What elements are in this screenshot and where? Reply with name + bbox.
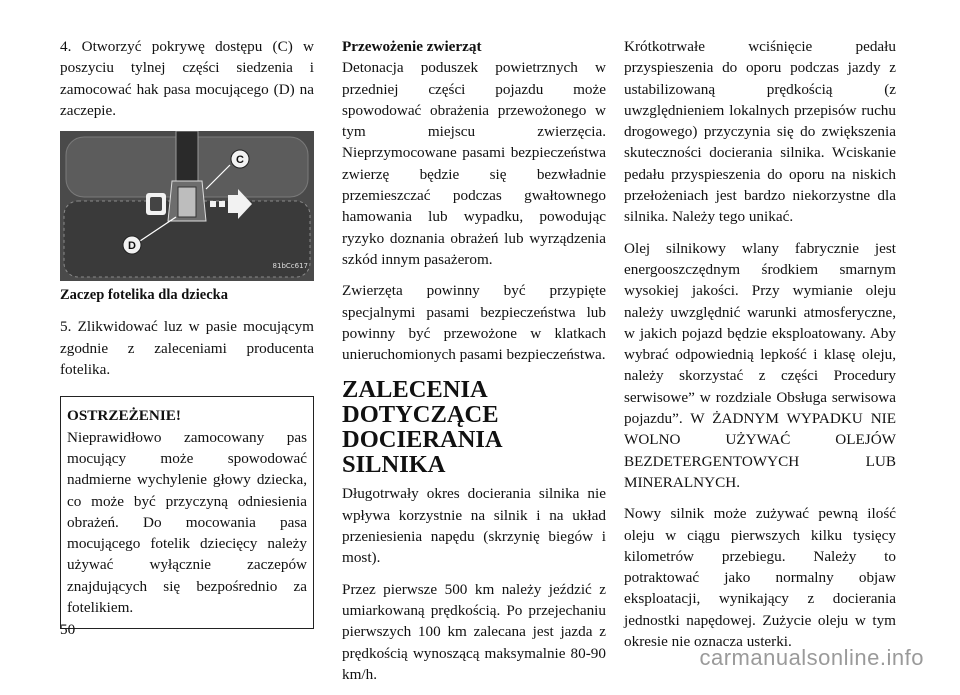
right-paragraph-3: Nowy silnik może zużywać pewną ilość oleju w ciągu pierwszych kilku tysięcy kilometrów przebiegu. Należy to potraktować jako normalny objaw eksploatacji, wynikający z docierania jednostki napędowej. Zużycie oleju w tym okresie nie oznacza usterki. bbox=[624, 505, 896, 651]
break-in-paragraph-2: Przez pierwsze 500 km należy jeździć z umiarkowaną prędkością. Po przejechaniu pierwszych 100 km zalecana jest jazda z prędkością wynoszącą maksymalnie 80-90 km/h. bbox=[342, 580, 606, 683]
step-5-text: 5. Zlikwidować luz w pasie mocującym zgodnie z zaleceniami producenta fotelika. bbox=[60, 318, 314, 379]
break-in-paragraph-1: Długotrwały okres docierania silnika nie wpływa korzystnie na silnik i na układ przeniesienia napędu (skrzynię biegów i most). bbox=[342, 485, 606, 567]
watermark: carmanualsonline.info bbox=[699, 645, 924, 670]
warning-text: Nieprawidłowo zamocowany pas mocujący może spowodować nadmierne wychylenie głowy dziecka, co może być przyczyną odniesienia obrażeń. Do mocowania pasa mocującego fotelik dziecięcy należy używać wyłącznie zaczepów znajdujących się bezpośrednio za fotelikiem. bbox=[67, 428, 307, 617]
warning-box bbox=[60, 396, 314, 629]
child-seat-anchor-figure bbox=[60, 131, 314, 281]
figure-label-d: D bbox=[128, 240, 136, 253]
pets-paragraph-2: Zwierzęta powinny być przypięte specjalnymi pasami bezpieczeństwa lub powinny być przewożone w klatkach unieruchomionych pasami bezpieczeństwa. bbox=[342, 282, 606, 364]
break-in-heading: ZALECENIA DOTYCZĄCE DOCIERANIA SILNIKA bbox=[342, 376, 502, 479]
right-column bbox=[624, 36, 896, 662]
middle-column bbox=[342, 36, 606, 695]
page-number: 50 bbox=[60, 621, 76, 638]
right-paragraph-1: Krótkotrwałe wciśnięcie pedału przyspieszenia do oporu podczas jazdy z ustabilizowaną prędkością (z uwzględnieniem lokalnych przepisów ruchu drogowego) przyczynia się do zwiększenia skuteczności docierania silnika. Wciskanie pedału przyspieszenia do oporu na niskich przełożeniach jest bardzo niekorzystne dla silnika. Należy tego unikać. bbox=[624, 38, 896, 226]
warning-title: OSTRZEŻENIE! bbox=[67, 407, 181, 425]
pets-subheading: Przewożenie zwierząt bbox=[342, 38, 482, 55]
figure-code: 81bCc617 bbox=[272, 261, 308, 270]
pets-paragraph-1: Detonacja poduszek powietrznych w przedniej części pojazdu może spowodować obrażenia przewożonego w tym miejscu zwierzęcia. Nieprzymocowane pasami bezpieczeństwa zwierzę będzie się bezwładnie przemieszczać podczas gwałtownego hamowania lub wypadku, powodując ryzyko doznania obrażeń lub wyrządzenia szkód innym pasażerom. bbox=[342, 59, 606, 268]
figure-label-c: C bbox=[236, 154, 244, 167]
figure-caption: Zaczep fotelika dla dziecka bbox=[60, 287, 228, 304]
step-4-text: 4. Otworzyć pokrywę dostępu (C) w poszyciu tylnej części siedzenia i zamocować hak pasa mocującego (D) na zaczepie. bbox=[60, 38, 314, 119]
right-paragraph-2: Olej silnikowy wlany fabrycznie jest energooszczędnym środkiem smarnym wysokiej jakości. Przy wymianie oleju należy uwzględnić warunki atmosferyczne, w jakich pojazd będzie eksploatowany. Aby wybrać odpowiednią lepkość i klasę oleju, należy skorzystać z części Procedury serwisowe” w rozdziale Obsługa serwisowa pojazdu”. W ŻADNYM WYPADKU NIE WOLNO UŻYWAĆ OLEJÓW BEZDETERGENTOWYCH LUB MINERALNYCH. bbox=[624, 239, 896, 491]
left-column bbox=[60, 36, 314, 629]
